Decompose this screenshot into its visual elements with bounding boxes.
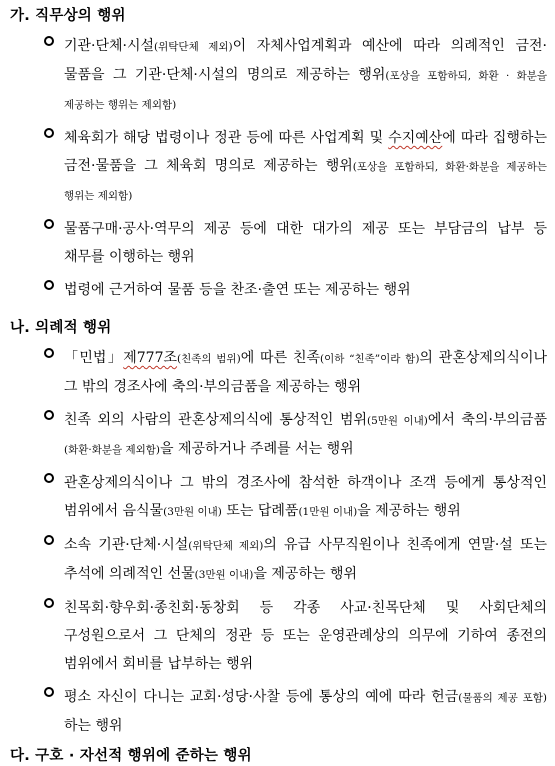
circle-bullet-icon — [44, 36, 54, 46]
list-item — [10, 469, 547, 526]
circle-bullet-icon — [44, 219, 54, 229]
circle-bullet-icon — [44, 410, 54, 420]
list-item — [10, 124, 547, 210]
list-item — [10, 406, 547, 464]
item-text: 친목회·향우회·종친회·동창회 등 각종 사교·친목단체 및 사회단체의 구성원으로서 그 단체의 정관 등 또는 운영관례상의 의무에 기하여 종전의 범위에서 회비를 납부하는 행위 — [64, 600, 547, 672]
section-heading-b: 나. 의례적 행위 — [10, 320, 112, 336]
circle-bullet-icon — [44, 280, 54, 290]
list-item — [10, 344, 547, 401]
circle-bullet-icon — [44, 535, 54, 545]
circle-bullet-icon — [44, 598, 54, 608]
circle-bullet-icon — [44, 687, 54, 697]
item-text: 「민법」제777조(친족의 범위)에 따른 친족(이하 “친족”이라 함)의 관혼상제의식이나 그 밖의 경조사에 축의·부의금품을 제공하는 행위 — [64, 350, 547, 395]
list-item — [10, 32, 547, 119]
item-text: 체육회가 해당 법령이나 정관 등에 따른 사업계획 및 수지예산에 따라 집행하는 금전·물품을 그 체육회 명의로 제공하는 행위(포상을 포함하되, 화환·화분을 제공하는 행위는 제외함) — [64, 130, 547, 202]
item-text: 물품구매·공사·역무의 제공 등에 대한 대가의 제공 또는 부담금의 납부 등 채무를 이행하는 행위 — [64, 221, 547, 265]
list-item — [10, 276, 547, 304]
item-text: 소속 기관·단체·시설(위탁단체 제외)의 유급 사무직원이나 친족에게 연말·설 또는 추석에 의례적인 선물(3만원 이내)을 제공하는 행위 — [64, 537, 547, 582]
circle-bullet-icon — [44, 128, 54, 138]
item-text: 관혼상제의식이나 그 밖의 경조사에 참석한 하객이나 조객 등에게 통상적인 범위에서 음식물(3만원 이내) 또는 답례품(1만원 이내)을 제공하는 행위 — [64, 475, 547, 519]
list-item — [10, 594, 547, 678]
list-item — [10, 531, 547, 589]
item-text: 친족 외의 사람의 관혼상제의식에 통상적인 범위(5만원 이내)에서 축의·부의금품(화환·화분을 제외함)을 제공하거나 주례를 서는 행위 — [64, 412, 547, 457]
list-item — [10, 215, 547, 271]
section-heading-c: 다. 구호 · 자선적 행위에 준하는 행위 — [10, 748, 252, 764]
circle-bullet-icon — [44, 473, 54, 483]
list-item — [10, 683, 547, 740]
section-heading-a: 가. 직무상의 행위 — [10, 8, 126, 24]
item-text: 기관·단체·시설(위탁단체 제외)이 자체사업계획과 예산에 따라 의례적인 금전·물품을 그 기관·단체·시설의 명의로 제공하는 행위(포상을 포함하되, 화환 · 화분을 제공하는 행위는 제외함) — [64, 38, 548, 111]
circle-bullet-icon — [44, 348, 54, 358]
item-text: 법령에 근거하여 물품 등을 찬조·출연 또는 제공하는 행위 — [64, 282, 411, 298]
item-text: 평소 자신이 다니는 교회·성당·사찰 등에 통상의 예에 따라 헌금(물품의 제공 포함)하는 행위 — [64, 689, 547, 734]
